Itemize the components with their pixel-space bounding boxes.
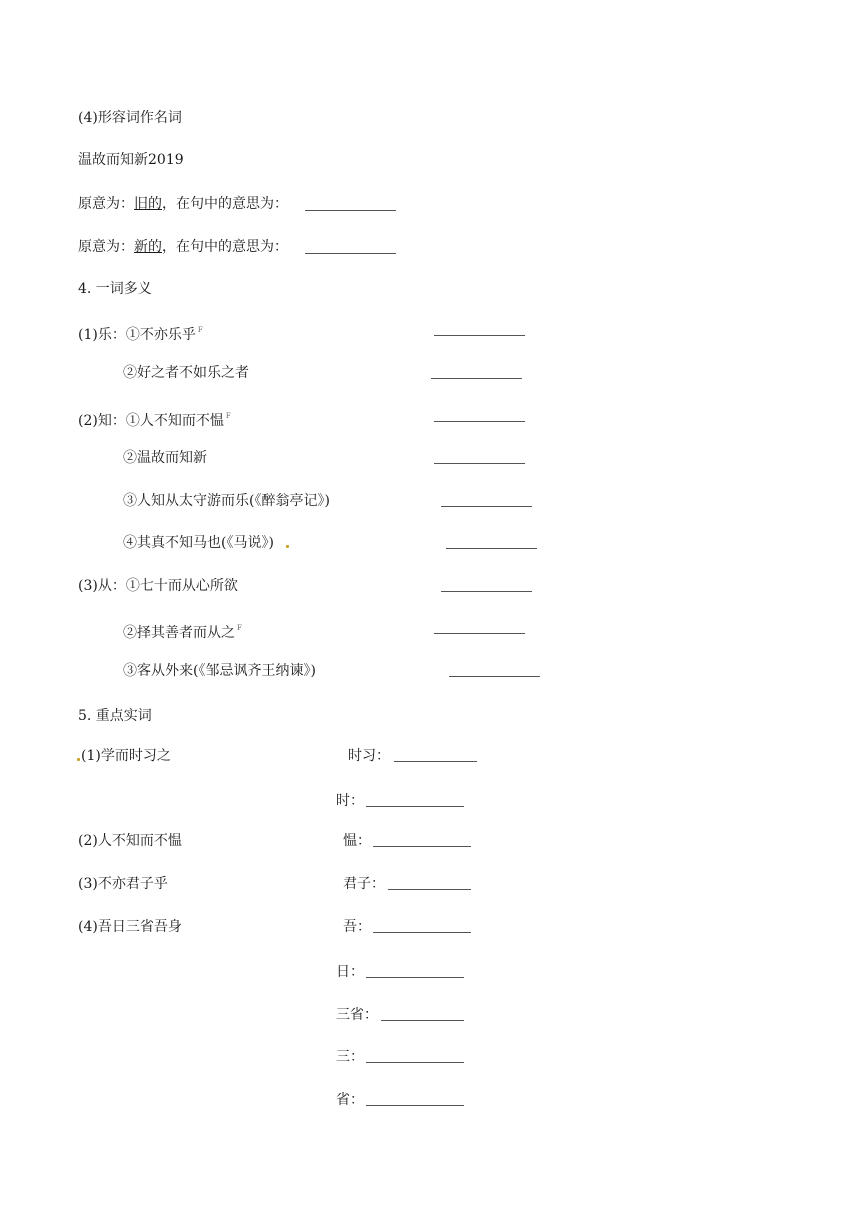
group-label: (2)知： [78,413,126,429]
answer-blank[interactable] [381,1020,464,1021]
word-label: 愠： [343,833,371,849]
scan-speck [77,758,80,761]
item-text: ①七十而从心所欲 [125,578,238,594]
section-heading: 5. 重点实词 [78,708,152,724]
answer-blank[interactable] [305,210,396,211]
sentence: (2)人不知而不愠 [78,833,182,849]
meaning-suffix: ，在句中的意思为： [162,239,288,255]
meaning-prefix: 原意为： [78,239,134,255]
answer-blank[interactable] [434,335,525,336]
meaning-word: 新的 [134,239,162,255]
word-label: 三省： [336,1007,378,1023]
sentence: (3)不亦君子乎 [78,876,168,892]
polysemy-item [78,576,238,596]
answer-blank[interactable] [441,591,532,592]
polysemy-item: ③客从外来(《邹忌讽齐王纳谏》) [123,663,316,679]
answer-blank[interactable] [431,378,522,379]
answer-blank[interactable] [366,1062,464,1063]
answer-blank[interactable] [305,253,396,254]
word-label: 日： [336,964,364,980]
answer-blank[interactable] [373,932,471,933]
polysemy-item [78,320,203,345]
word-row-left [76,746,171,766]
answer-blank[interactable] [394,761,477,762]
meaning-row [78,194,288,214]
answer-blank[interactable] [434,633,525,634]
sentence: (1)学而时习之 [81,748,171,764]
word-label: 吾： [343,919,371,935]
polysemy-item: ③人知从太守游而乐(《醉翁亭记》) [123,493,330,509]
footnote-mark: F [225,412,231,420]
word-label: 时： [336,793,364,809]
answer-blank[interactable] [434,463,525,464]
sentence: (4)吾日三省吾身 [78,919,182,935]
polysemy-item: ②好之者不如乐之者 [123,365,249,381]
item-text: ④其真不知马也(《马说》) [123,535,274,551]
polysemy-item [78,406,231,431]
scan-speck [286,545,289,548]
answer-blank[interactable] [449,676,540,677]
answer-blank[interactable] [366,977,464,978]
answer-blank[interactable] [446,548,537,549]
word-label: 君子： [343,876,385,892]
polysemy-item [123,618,242,643]
group-label: (3)从： [78,578,126,594]
item-text: ②择其善者而从之 [123,625,235,641]
answer-blank[interactable] [441,506,532,507]
answer-blank[interactable] [388,889,471,890]
word-label: 时习： [348,748,390,764]
answer-blank[interactable] [366,806,464,807]
item-text: ①人不知而不愠 [125,413,224,429]
example-phrase: 温故而知新2019 [78,152,184,168]
word-label: 三： [336,1049,364,1065]
polysemy-item [123,533,290,553]
section-heading: 4. 一词多义 [78,281,152,297]
answer-blank[interactable] [373,846,471,847]
polysemy-item: ②温故而知新 [123,450,207,466]
meaning-word: 旧的 [134,196,162,212]
sub-heading: (4)形容词作名词 [78,110,182,126]
item-text: ①不亦乐乎 [125,327,196,343]
meaning-suffix: ，在句中的意思为： [162,196,288,212]
meaning-row [78,237,288,257]
group-label: (1)乐： [78,327,126,343]
answer-blank[interactable] [366,1105,464,1106]
answer-blank[interactable] [434,421,525,422]
footnote-mark: F [237,624,242,632]
footnote-mark: F [197,326,203,334]
meaning-prefix: 原意为： [78,196,134,212]
word-label: 省： [336,1092,364,1108]
